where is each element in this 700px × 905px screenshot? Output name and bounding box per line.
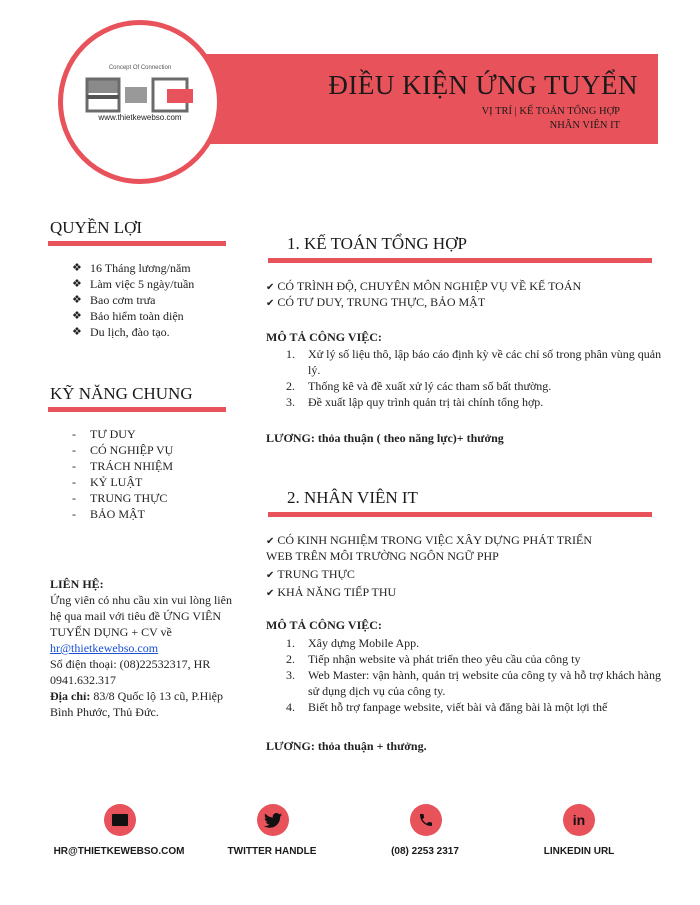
twitter-icon[interactable] [257,804,289,836]
email-icon[interactable] [104,804,136,836]
position-line-2: NHÂN VIÊN IT [549,120,620,131]
check-icon: ✔ [266,588,275,599]
check-icon: ✔ [266,570,275,581]
list-item: 4. Biết hỗ trợ fanpage website, viết bài và đăng bài là một lợi thế [286,700,608,714]
contact-block [50,576,235,720]
section2-title: 2. NHÂN VIÊN IT [287,488,418,507]
list-item: ❖ 16 Tháng lương/năm [72,261,191,275]
diamond-bullet-icon: ❖ [72,262,82,274]
section2-salary: LƯƠNG: thỏa thuận + thưởng. [266,739,427,753]
linkedin-icon[interactable]: in [563,804,595,836]
benefits-list [72,260,194,340]
skills-list [72,426,173,522]
section1-salary: LƯƠNG: thỏa thuận ( theo năng lực)+ thưởng [266,431,504,445]
check-icon: ✔ [266,536,275,547]
list-item: - CÓ NGHIỆP VỤ [72,443,174,457]
list-item: ❖ Du lịch, đào tạo. [72,325,170,339]
section1-duties-list [286,346,666,410]
footer-phone[interactable]: (08) 2253 2317 [391,846,459,857]
skills-heading: KỸ NĂNG CHUNG [50,384,193,403]
section2-duties-list [286,635,666,715]
check-icon: ✔ [266,298,275,309]
footer-linkedin[interactable]: LINKEDIN URL [543,846,615,857]
section2-duties-title: MÔ TẢ CÔNG VIỆC: [266,618,382,632]
list-item: 2. Thống kê và đề xuất xử lý các tham số bất thường. [286,379,552,393]
list-item: - TRÁCH NHIỆM [72,459,173,473]
contact-email-link[interactable]: hr@thietkewebso.com [50,641,159,655]
phone-icon[interactable] [410,804,442,836]
logo-mark-icon [85,77,195,113]
list-item: - TRUNG THỰC [72,491,168,505]
requirement-item: ✔ KHẢ NĂNG TIẾP THU [266,585,397,599]
diamond-bullet-icon: ❖ [72,326,82,338]
benefits-underline [48,241,226,246]
contact-label: LIÊN HỆ: [50,577,104,591]
contact-phone: Số điện thoại: (08)22532317, HR 0941.632.317 [50,657,211,687]
logo-url: www.thietkewebso.com [98,113,182,122]
list-item: 2. Tiếp nhận website và phát triển theo yêu cầu của công ty [286,652,581,666]
list-item: 1. Xây dựng Mobile App. [286,636,420,650]
section2-underline [268,512,652,517]
list-item: ❖ Làm việc 5 ngày/tuần [72,277,195,291]
section1-underline [268,258,652,263]
list-item: - BẢO MẬT [72,507,146,521]
logo [58,20,222,184]
logo-tagline: Concept Of Connection [108,65,172,71]
page-title: ĐIỀU KIỆN ỨNG TUYỂN [328,70,638,100]
list-item: 3. Web Master: vận hành, quản trị website của công ty và hỗ trợ khách hàng sử dụng dịch vụ của công ty. [286,668,661,698]
list-item: ❖ Bảo hiểm toàn diện [72,309,184,323]
list-item: ❖ Bao cơm trưa [72,293,156,307]
diamond-bullet-icon: ❖ [72,294,82,306]
section1-duties-title: MÔ TẢ CÔNG VIỆC: [266,330,382,344]
section1-title: 1. KẾ TOÁN TỔNG HỢP [287,234,467,253]
footer-twitter[interactable]: TWITTER HANDLE [227,846,317,857]
requirement-item: ✔ CÓ TRÌNH ĐỘ, CHUYÊN MÔN NGHIỆP VỤ VỀ KẾ TOÁN [266,279,582,293]
diamond-bullet-icon: ❖ [72,310,82,322]
requirement-item-cont: WEB TRÊN MÔI TRƯỜNG NGÔN NGỮ PHP [266,549,499,563]
position-line: VỊ TRÍ | KẾ TOÁN TỔNG HỢP [481,106,620,117]
check-icon: ✔ [266,282,275,293]
skills-underline [48,407,226,412]
list-item: - KỶ LUẬT [72,475,143,489]
requirement-item: ✔ CÓ KINH NGHIỆM TRONG VIỆC XÂY DỰNG PHÁT TRIỂN [266,533,593,547]
list-item: - TƯ DUY [72,427,136,441]
contact-text: Ứng viên có nhu cầu xin vui lòng liên hệ qua mail với tiêu đề ỨNG VIÊN TUYỂN DỤNG + CV về [50,593,232,639]
requirement-item: ✔ CÓ TƯ DUY, TRUNG THỰC, BẢO MẬT [266,295,486,309]
contact-address [50,688,235,720]
benefits-heading: QUYỀN LỢI [50,218,143,237]
list-item: 1. Xử lý số liệu thô, lập báo cáo định kỳ về các chỉ số trong phân vùng quản lý. [286,347,662,377]
footer-email[interactable]: HR@THIETKEWEBSO.COM [53,846,185,857]
address-label: Địa chỉ: [50,689,91,703]
list-item: 3. Đề xuất lập quy trình quản trị tài chính tổng hợp. [286,395,544,409]
address-text: 83/8 Quốc lộ 13 cũ, P.Hiệp Bình Phước, Thủ Đức. [50,689,223,719]
requirement-item: ✔ TRUNG THỰC [266,567,355,581]
diamond-bullet-icon: ❖ [72,278,82,290]
